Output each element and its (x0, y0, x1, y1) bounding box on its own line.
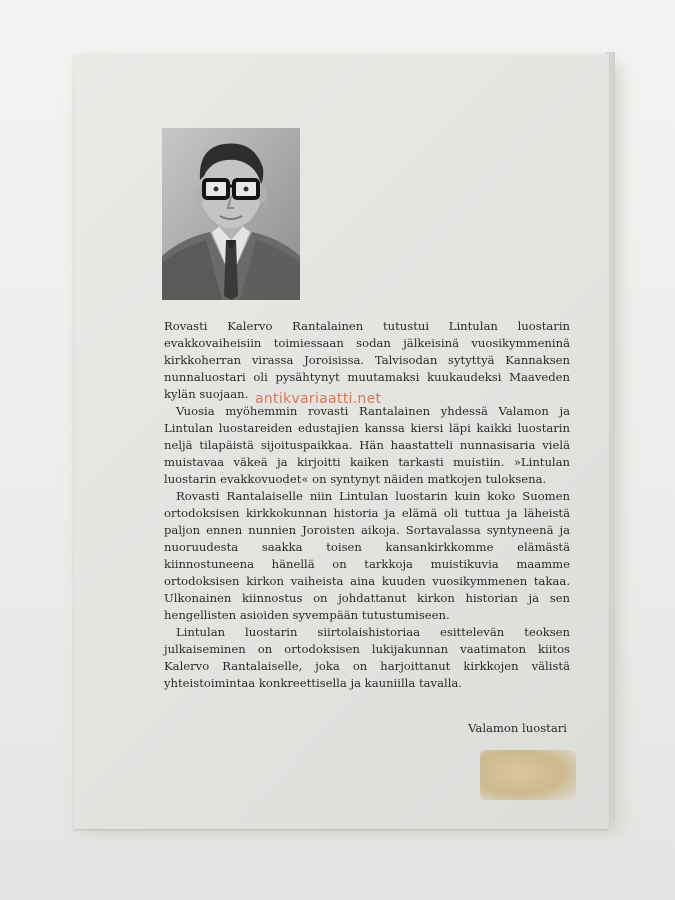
back-cover-text (164, 318, 570, 692)
paragraph-3: Rovasti Rantalaiselle niin Lintulan luostarin kuin koko Suomen ortodoksisen kirkkokunnan historia ja elämä oli tuttua ja läheistä paljon ennen nunnien Joroisten aikoja. Sortavalassa syntyneenä ja nuoruudesta saakka toisen kansankirkkomme elämästä kiinnostuneena hänellä on tarkkoja muistikuvia maamme ortodoksisen kirkon vaiheista aina kuuden vuosikymmenen takaa. Ulkonainen kiinnostus on johdattanut kirkon historian ja sen hengellisten asioiden syvempään tutustumiseen. (164, 489, 570, 622)
signature: Valamon luostari (468, 721, 567, 735)
paragraph-4: Lintulan luostarin siirtolaishistoriaa esittelevän teoksen julkaiseminen on ortodoksisen lukijakunnan vaatimaton kiitos Kalervo Rantalaiselle, joka on harjoittanut kirkkojen välistä yhteistoimintaa konkreettisella ja kauniilla tavalla. (164, 625, 570, 690)
portrait-photo (162, 128, 300, 300)
paragraph-1: Rovasti Kalervo Rantalainen tutustui Lintulan luostarin evakkovaiheisiin toimiessaan sodan jälkeisinä vuosikymmeninä kirkkoherran virassa Joroisissa. Talvisodan sytyttyä Kannaksen nunnaluostari oli pysähtynyt muutamaksi kuukaudeksi Maaveden kylän suojaan. (164, 319, 570, 401)
price-sticker-residue (480, 750, 576, 800)
author-portrait (162, 128, 300, 300)
watermark: antikvariaatti.net (255, 391, 382, 407)
paragraph-2: Vuosia myöhemmin rovasti Rantalainen yhdessä Valamon ja Lintulan luostareiden edustajien kanssa kiersi läpi kaikki luostarin neljä tilapäistä sijoituspaikkaa. Hän haastatteli nunnasisaria vielä muistavaa väkeä ja kirjoitti kaiken tarkasti muistiin. »Lintulan luostarin evakkovuodet« on syntynyt näiden matkojen tuloksena. (164, 404, 570, 486)
